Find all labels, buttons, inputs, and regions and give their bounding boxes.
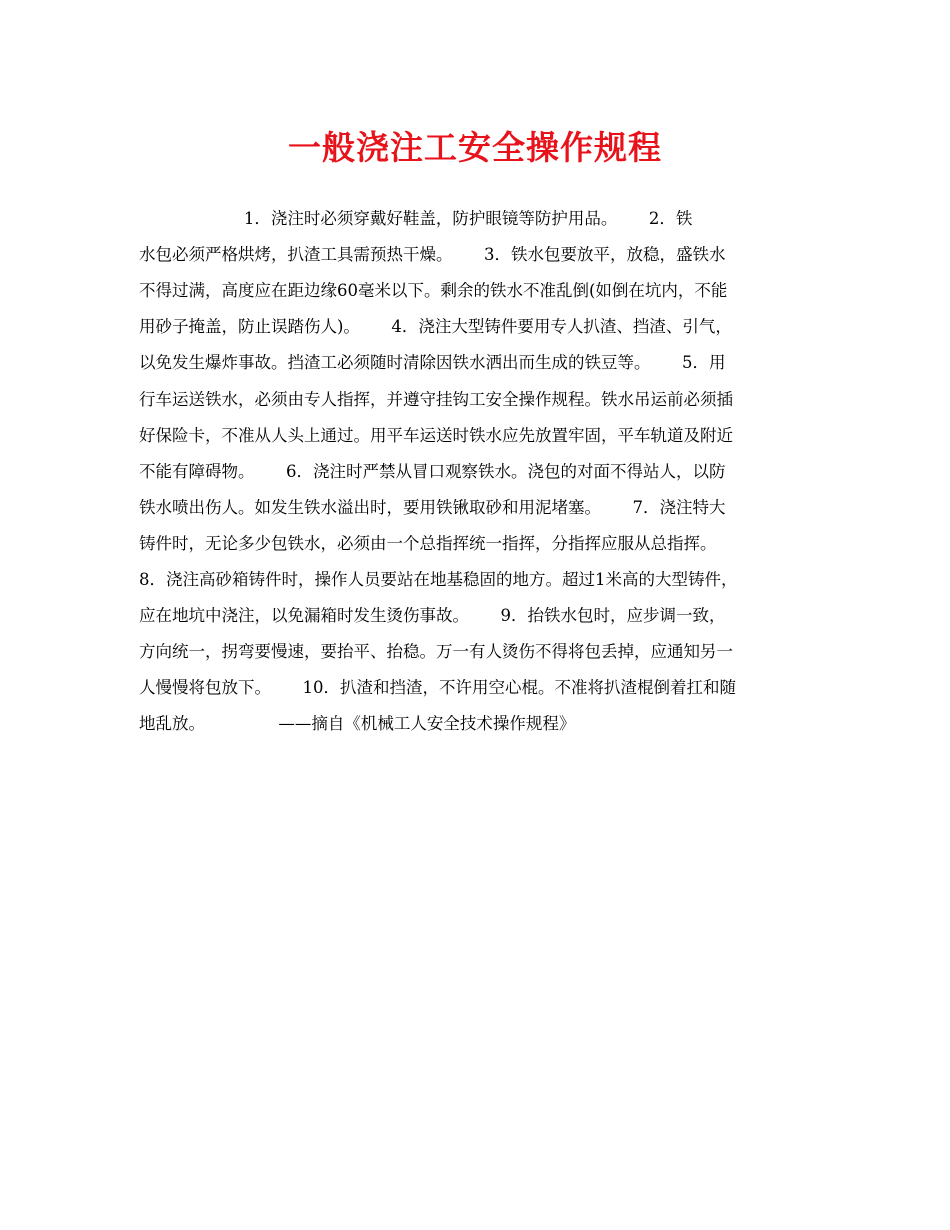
document-title: 一般浇注工安全操作规程 (288, 128, 662, 167)
body-line: 不能有障碍物。 6．浇注时严禁从冒口观察铁水。浇包的对面不得站人，以防 (139, 461, 726, 481)
body-line: 不得过满，高度应在距边缘60毫米以下。剩余的铁水不准乱倒(如倒在坑内，不能 (139, 281, 728, 301)
body-line: 以免发生爆炸事故。挡渣工必须随时清除因铁水洒出而生成的铁豆等。 5．用 (139, 353, 726, 373)
body-line: 好保险卡，不准从人头上通过。用平车运送时铁水应先放置牢固，平车轨道及附近 (139, 425, 733, 445)
body-line: 地乱放。 ——摘自《机械工人安全技术操作规程》 (139, 714, 576, 734)
body-line: 人慢慢将包放下。 10．扒渣和挡渣，不许用空心棍。不准将扒渣棍倒着扛和随 (139, 678, 736, 698)
body-line: 铸件时，无论多少包铁水，必须由一个总指挥统一指挥，分指挥应服从总指挥。 (139, 533, 717, 553)
body-line: 行车运送铁水，必须由专人指挥，并遵守挂钩工安全操作规程。铁水吊运前必须插 (139, 389, 733, 409)
body-line: 1．浇注时必须穿戴好鞋盖，防护眼镜等防护用品。 2．铁 (139, 209, 693, 228)
body-line: 应在地坑中浇注，以免漏箱时发生烫伤事故。 9．抬铁水包时，应步调一致， (139, 606, 726, 626)
body-line: 水包必须严格烘烤，扒渣工具需预热干燥。 3．铁水包要放平，放稳，盛铁水 (139, 245, 726, 265)
body-line: 用砂子掩盖，防止误踏伤人)。 4．浇注大型铸件要用专人扒渣、挡渣、引气， (139, 317, 732, 337)
body-line: 铁水喷出伤人。如发生铁水溢出时，要用铁锹取砂和用泥堵塞。 7．浇注特大 (139, 497, 726, 517)
body-line: 8．浇注高砂箱铸件时，操作人员要站在地基稳固的地方。超过1米高的大型铸件， (139, 570, 738, 589)
body-line: 方向统一，拐弯要慢速，要抬平、抬稳。万一有人烫伤不得将包丢掉，应通知另一 (139, 642, 733, 662)
